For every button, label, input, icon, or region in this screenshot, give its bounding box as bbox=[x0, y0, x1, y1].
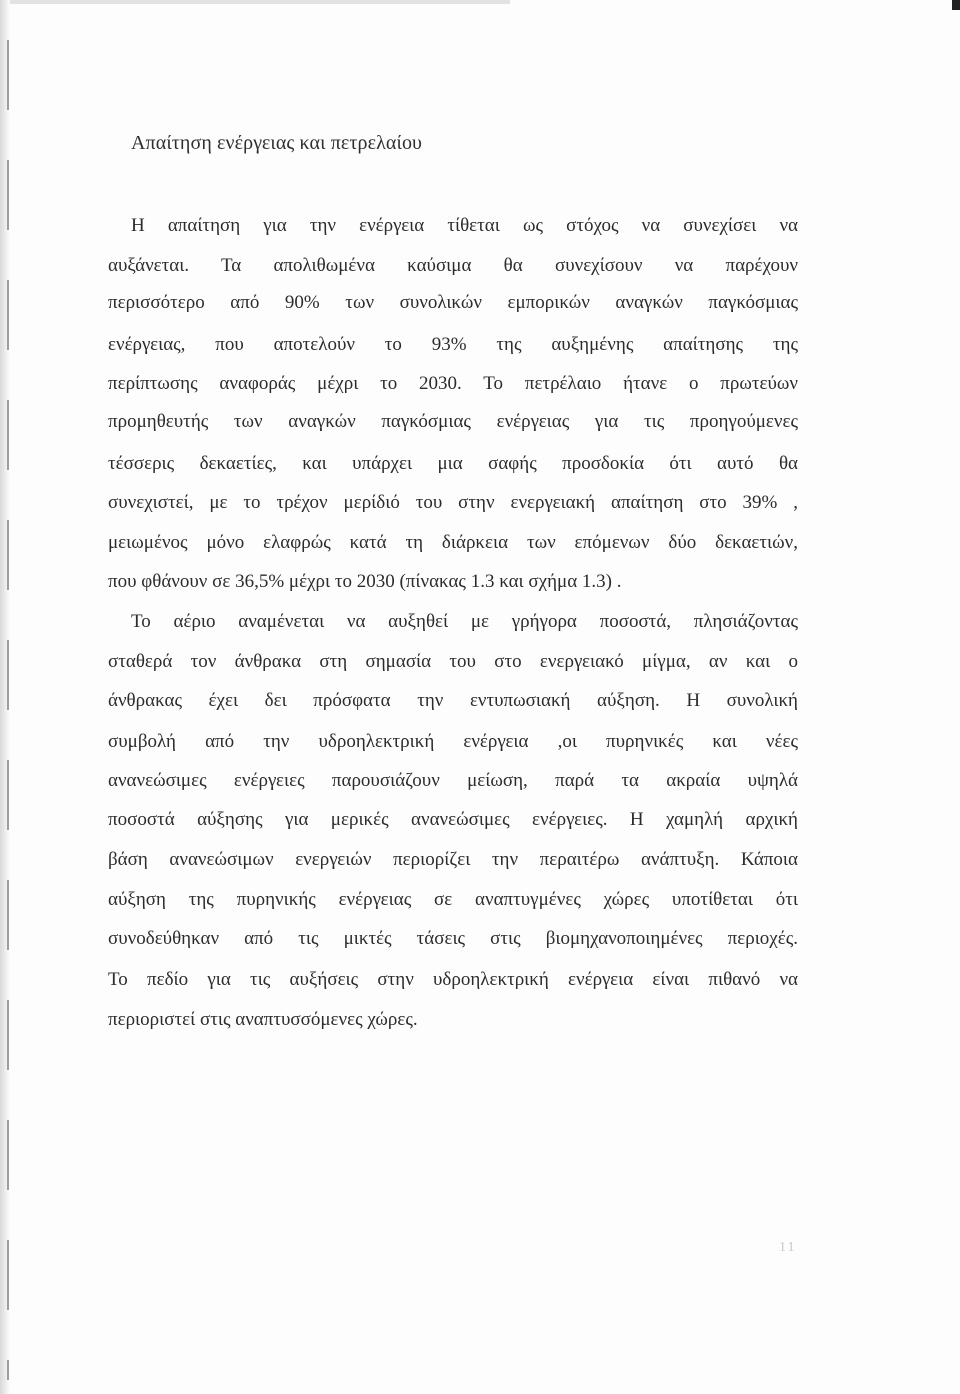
paragraph-2-line-7: βάση ανανεώσιμων ενεργειών περιορίζει την περαιτέρω ανάπτυξη. Κάποια bbox=[108, 849, 798, 870]
paragraph-1-line-7: τέσσερις δεκαετίες, και υπάρχει μια σαφής προσδοκία ότι αυτό θα bbox=[108, 453, 798, 474]
paragraph-2-line-5: ανανεώσιμες ενέργειες παρουσιάζουν μείωση, παρά τα ακραία υψηλά bbox=[108, 770, 798, 791]
paragraph-2-line-1: Το αέριο αναμένεται να αυξηθεί με γρήγορα ποσοστά, πλησιάζοντας bbox=[131, 611, 798, 632]
paragraph-1-line-10: που φθάνουν σε 36,5% μέχρι το 2030 (πίνακας 1.3 και σχήμα 1.3) . bbox=[108, 571, 622, 592]
paragraph-1-line-1: Η απαίτηση για την ενέργεια τίθεται ως στόχος να συνεχίσει να bbox=[131, 215, 798, 236]
scan-top-edge bbox=[10, 0, 510, 4]
scan-binding-shadow bbox=[7, 40, 9, 1380]
paragraph-1-line-2: αυξάνεται. Τα απολιθωμένα καύσιμα θα συνεχίσουν να παρέχουν bbox=[108, 255, 798, 276]
paragraph-2-line-6: ποσοστά αύξησης για μερικές ανανεώσιμες ενέργειες. Η χαμηλή αρχική bbox=[108, 809, 798, 830]
paragraph-1-line-9: μειωμένος μόνο ελαφρώς κατά τη διάρκεια των επόμενων δύο δεκαετιών, bbox=[108, 532, 798, 553]
page-number: 11 bbox=[779, 1240, 797, 1255]
paragraph-1-line-8: συνεχιστεί, με το τρέχον μερίδιό του στην ενεργειακή απαίτηση στο 39% , bbox=[108, 492, 798, 513]
scan-corner-mark bbox=[952, 0, 960, 10]
paragraph-1-line-4: ενέργειας, που αποτελούν το 93% της αυξημένης απαίτησης της bbox=[108, 334, 798, 355]
paragraph-1-line-5: περίπτωσης αναφοράς μέχρι το 2030. Το πετρέλαιο ήτανε ο πρωτεύων bbox=[108, 373, 798, 394]
section-heading: Απαίτηση ενέργειας και πετρελαίου bbox=[131, 132, 423, 154]
paragraph-1-line-3: περισσότερο από 90% των συνολικών εμπορικών αναγκών παγκόσμιας bbox=[108, 292, 798, 313]
paragraph-2-line-4: συμβολή από την υδροηλεκτρική ενέργεια ,οι πυρηνικές και νέες bbox=[108, 731, 798, 752]
paragraph-2-line-2: σταθερά τον άνθρακα στη σημασία του στο ενεργειακό μίγμα, αν και ο bbox=[108, 651, 798, 672]
paragraph-2-line-9: συνοδεύθηκαν από τις μικτές τάσεις στις βιομηχανοποιημένες περιοχές. bbox=[108, 928, 798, 949]
paragraph-2-line-10: Το πεδίο για τις αυξήσεις στην υδροηλεκτρική ενέργεια είναι πιθανό να bbox=[108, 969, 798, 990]
paragraph-2-line-8: αύξηση της πυρηνικής ενέργειας σε αναπτυγμένες χώρες υποτίθεται ότι bbox=[108, 889, 798, 910]
paragraph-2-line-3: άνθρακας έχει δει πρόσφατα την εντυπωσιακή αύξηση. Η συνολική bbox=[108, 690, 798, 711]
paragraph-1-line-6: προμηθευτής των αναγκών παγκόσμιας ενέργειας για τις προηγούμενες bbox=[108, 411, 798, 432]
paragraph-2-line-11: περιοριστεί στις αναπτυσσόμενες χώρες. bbox=[108, 1009, 418, 1030]
